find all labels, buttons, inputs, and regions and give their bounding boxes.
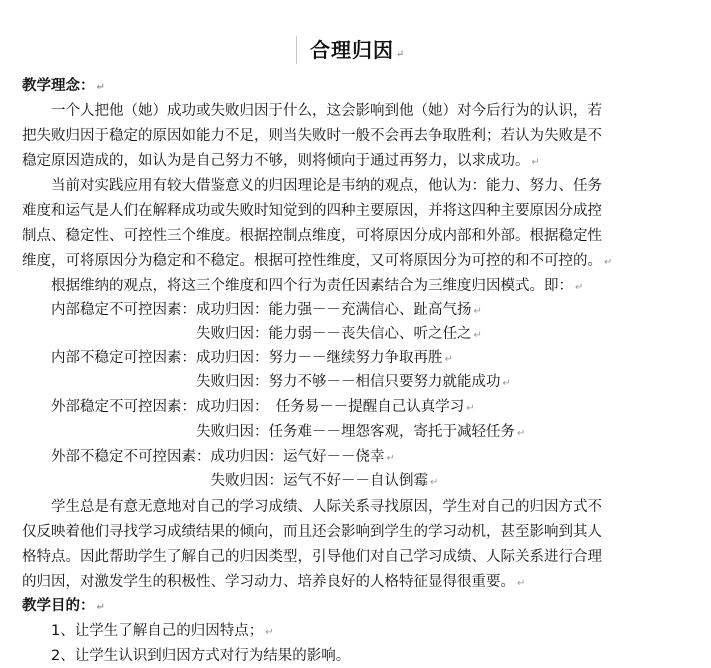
p4-line: 的归因，对激发学生的积极性、学习动力、培养良好的人格特征显得很重要。 ↵ (22, 574, 526, 590)
paragraph-mark-icon: ↵ (396, 49, 406, 60)
p1-line: 一个人把他（她）成功或失败归因于什么，这会影响到他（她）对今后行为的认识，若 (22, 103, 602, 119)
document-title: 合理归因 ↵ (310, 38, 406, 62)
paragraph-mark-icon: ↵ (386, 453, 395, 464)
paragraph-mark-icon: ↵ (517, 428, 526, 439)
p2-line: 制点、稳定性、可控性三个维度。根据控制点维度，可将原因分成内部和外部。根据稳定性 (22, 228, 602, 244)
paragraph-mark-icon: ↵ (575, 282, 584, 293)
p2-line: 当前对实践应用有较大借鉴意义的归因理论是韦纳的观点，他认为：能力、努力、任务 (22, 178, 602, 194)
goal-line: 2、让学生认识到归因方式对行为结果的影响。 (22, 648, 351, 664)
factor-line: 失败归因：任务难－－埋怨客观，寄托于减轻任务 ↵ (22, 424, 526, 440)
paragraph-mark-icon: ↵ (473, 330, 482, 341)
paragraph-mark-icon: ↵ (265, 627, 274, 638)
caret-divider (296, 36, 297, 64)
p3-line: 根据维纳的观点，将这三个维度和四个行为责任因素结合为三维度归因模式。即： ↵ (22, 278, 584, 294)
paragraph-mark-icon: ↵ (604, 257, 613, 268)
factor-line: 内部不稳定可控因素：成功归因：努力－－继续努力争取再胜 ↵ (22, 350, 453, 366)
heading-teaching-goals: 教学目的： ↵ (22, 598, 105, 614)
factor-line: 失败归因：运气不好－－自认倒霉 ↵ (22, 473, 439, 489)
p4-line: 仅反映着他们寻找学习成绩结果的倾向，而且还会影响到学生的学习动机，甚至影响到其人 (22, 524, 602, 540)
paragraph-mark-icon: ↵ (96, 82, 105, 93)
paragraph-mark-icon: ↵ (531, 157, 540, 168)
p4-line: 格特点。因此帮助学生了解自己的归因类型，引导他们对自己学习成绩、人际关系进行合理 (22, 549, 602, 565)
factor-line: 失败归因：努力不够－－相信只要努力就能成功 ↵ (22, 374, 511, 390)
paragraph-mark-icon: ↵ (502, 378, 511, 389)
factor-line: 外部稳定不可控因素：成功归因： 任务易－－提醒自己认真学习 ↵ (22, 399, 475, 415)
paragraph-mark-icon: ↵ (466, 403, 475, 414)
paragraph-mark-icon: ↵ (430, 477, 439, 488)
factor-line: 外部不稳定不可控因素：成功归因：运气好－－侥幸 ↵ (22, 449, 395, 465)
p1-line: 稳定原因造成的，如认为是自己努力不够，则将倾向于通过再努力，以求成功。 ↵ (22, 153, 540, 169)
factor-line: 失败归因：能力弱－－丧失信心、听之任之 ↵ (22, 326, 482, 342)
goal-line: 1、让学生了解自己的归因特点； ↵ (22, 623, 274, 639)
p2-line: 维度，可将原因分为稳定和不稳定。根据可控性维度，又可将原因分为可控的和不可控的。 ↵ (22, 253, 613, 269)
factor-line: 内部稳定不可控因素：成功归因：能力强－－充满信心、趾高气扬 ↵ (22, 302, 482, 318)
p2-line: 难度和运气是人们在解释成功或失败时知觉到的四种主要原因，并将这四种主要原因分成控 (22, 203, 602, 219)
p4-line: 学生总是有意无意地对自己的学习成绩、人际关系寻找原因，学生对自己的归因方式不 (22, 499, 602, 515)
paragraph-mark-icon: ↵ (444, 354, 453, 365)
paragraph-mark-icon: ↵ (96, 602, 105, 613)
heading-teaching-philosophy: 教学理念： ↵ (22, 78, 105, 94)
paragraph-mark-icon: ↵ (473, 306, 482, 317)
paragraph-mark-icon: ↵ (517, 578, 526, 589)
p1-line: 把失败归因于稳定的原因如能力不足，则当失败时一般不会再去争取胜利；若认为失败是不 (22, 128, 602, 144)
